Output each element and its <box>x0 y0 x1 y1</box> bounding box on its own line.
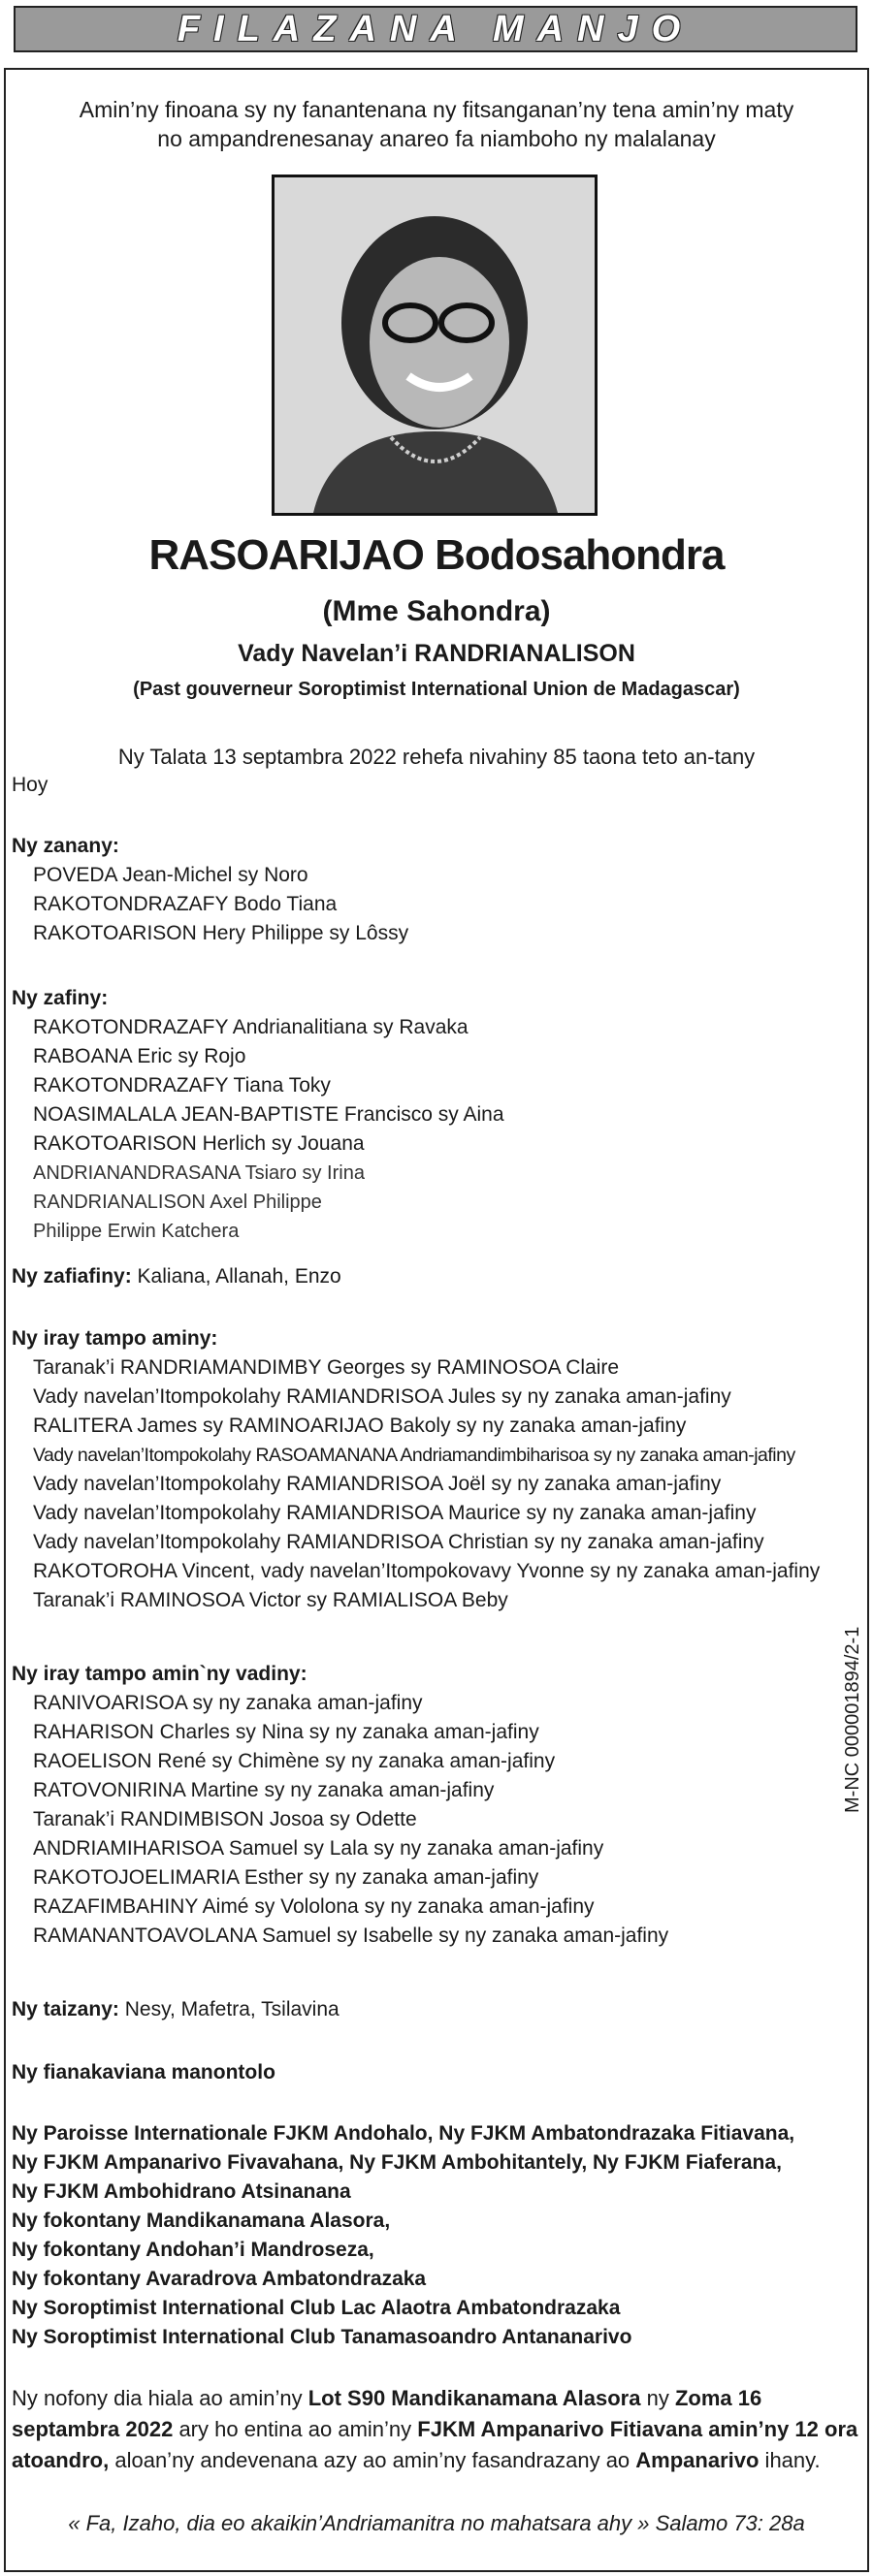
deceased-name: RASOARIJAO Bodosahondra <box>148 531 725 579</box>
list-item: Vady navelan’Itompokolahy RAMIANDRISOA Maurice sy ny zanaka aman-jafiny <box>33 1502 757 1524</box>
list-item: RATOVONIRINA Martine sy ny zanaka aman-jafiny <box>33 1779 495 1801</box>
zafiafiny-names: Kaliana, Allanah, Enzo <box>137 1265 341 1288</box>
spouse-prefix: Vady Navelan’i <box>238 640 408 667</box>
fianakaviana-heading: Ny fianakaviana manontolo <box>12 2061 275 2083</box>
list-item: RALITERA James sy RAMINOARIJAO Bakoly sy ny zanaka aman-jafiny <box>33 1415 687 1437</box>
list-item: RAMANANTOAVOLANA Samuel sy Isabelle sy ny zanaka aman-jafiny <box>33 1924 669 1947</box>
list-item: RAKOTONDRAZAFY Tiana Toky <box>33 1074 331 1097</box>
taizany-heading: Ny taizany: <box>12 1998 119 2020</box>
tampo-aminy-heading: Ny iray tampo aminy: <box>12 1327 218 1350</box>
taizany-names: Nesy, Mafetra, Tsilavina <box>124 1998 340 2020</box>
reference-code: M-NC 000001894/2-1 <box>842 1626 863 1813</box>
spouse-line <box>0 640 873 668</box>
section-tampo-vadiny <box>12 1660 668 1951</box>
institution-line: Ny fokontany Mandikanamana Alasora, <box>12 2210 391 2232</box>
institution-line: Ny Soroptimist International Club Lac Alaotra Ambatondrazaka <box>12 2297 621 2319</box>
list-item: RAKOTOARISON Herlich sy Jouana <box>33 1132 365 1155</box>
zafiafiny-heading: Ny zafiafiny: <box>12 1265 132 1288</box>
list-item: Taranak’i RANDRIAMANDIMBY Georges sy RAMINOSOA Claire <box>33 1356 620 1379</box>
institution-line: Ny fokontany Andohan’i Mandroseza, <box>12 2239 374 2261</box>
spouse-role: (Past gouverneur Soroptimist International Union de Madagascar) <box>133 679 740 700</box>
closing-text: aloan’ny andevenana azy ao amin’ny fasandrazany ao <box>109 2448 636 2472</box>
intro-line-2: no ampandrenesanay anareo fa niamboho ny malalanay <box>157 126 716 151</box>
hoy-label: Hoy <box>12 774 48 796</box>
list-item: RAKOTONDRAZAFY Andrianalitiana sy Ravaka <box>33 1016 469 1038</box>
list-item: RAKOTOARISON Hery Philippe sy Lôssy <box>33 922 409 944</box>
list-item: RAKOTOJOELIMARIA Esther sy ny zanaka aman-jafiny <box>33 1866 539 1889</box>
list-item: Taranak’i RANDIMBISON Josoa sy Odette <box>33 1808 417 1830</box>
list-item: NOASIMALALA JEAN-BAPTISTE Francisco sy Aina <box>33 1103 504 1126</box>
section-institutions <box>12 2119 794 2352</box>
institution-line: Ny fokontany Avaradrova Ambatondrazaka <box>12 2268 427 2290</box>
spouse-name: RANDRIANALISON <box>414 640 635 667</box>
list-item: RAZAFIMBAHINY Aimé sy Vololona sy ny zanaka aman-jafiny <box>33 1895 595 1918</box>
section-zafiafiny <box>12 1262 341 1291</box>
list-item: RAOELISON René sy Chimène sy ny zanaka aman-jafiny <box>33 1750 556 1772</box>
list-item: Taranak’i RAMINOSOA Victor sy RAMIALISOA Beby <box>33 1589 508 1611</box>
header-title: FILAZANA MANJO <box>177 8 695 49</box>
list-item: Vady navelan’Itompokolahy RASOAMANANA Andriamandimbiharisoa sy ny zanaka aman-jafiny <box>33 1445 795 1466</box>
section-taizany <box>12 1995 340 2024</box>
list-item: ANDRIAMIHARISOA Samuel sy Lala sy ny zanaka aman-jafiny <box>33 1837 604 1860</box>
list-item: RANIVOARISOA sy ny zanaka aman-jafiny <box>33 1692 423 1714</box>
institution-line: Ny FJKM Ampanarivo Fivavahana, Ny FJKM Ambohitantely, Ny FJKM Fiaferana, <box>12 2151 782 2174</box>
portrait-photo <box>272 175 598 516</box>
section-tampo-aminy <box>12 1324 820 1615</box>
list-item: RAKOTONDRAZAFY Bodo Tiana <box>33 893 338 915</box>
intro-line-1: Amin’ny finoana sy ny fanantenana ny fitsanganan’ny tena amin’ny maty <box>79 97 794 122</box>
list-item: RABOANA Eric sy Rojo <box>33 1045 246 1067</box>
section-zanany <box>12 832 408 948</box>
section-fianakaviana <box>12 2058 275 2087</box>
zafiny-heading: Ny zafiny: <box>12 987 109 1009</box>
list-item: RANDRIANALISON Axel Philippe <box>33 1192 322 1213</box>
closing-text: ary ho entina ao amin’ny <box>173 2417 418 2441</box>
closing-location: Lot S90 Mandikanamana Alasora <box>307 2386 641 2410</box>
list-item: RAHARISON Charles sy Nina sy ny zanaka aman-jafiny <box>33 1721 539 1743</box>
list-item: Philippe Erwin Katchera <box>33 1221 240 1242</box>
institution-line: Ny Soroptimist International Club Tanamasoandro Antananarivo <box>12 2326 632 2348</box>
closing-text: ny <box>640 2386 675 2410</box>
list-item: Vady navelan’Itompokolahy RAMIANDRISOA Jules sy ny zanaka aman-jafiny <box>33 1385 731 1408</box>
list-item: POVEDA Jean-Michel sy Noro <box>33 864 308 886</box>
institution-line: Ny Paroisse Internationale FJKM Andohalo, Ny FJKM Ambatondrazaka Fitiavana, <box>12 2122 795 2145</box>
list-item: Vady navelan’Itompokolahy RAMIANDRISOA Christian sy ny zanaka aman-jafiny <box>33 1531 764 1553</box>
zanany-heading: Ny zanany: <box>12 835 119 857</box>
bible-quote: « Fa, Izaho, dia eo akaikin’Andriamanitra no mahatsara ahy » Salamo 73: 28a <box>68 2511 805 2535</box>
death-notice: Ny Talata 13 septambra 2022 rehefa nivahiny 85 taona teto an-tany <box>117 745 756 769</box>
tampo-vadiny-heading: Ny iray tampo amin`ny vadiny: <box>12 1663 307 1685</box>
portrait-illustration <box>275 177 595 513</box>
institution-line: Ny FJKM Ambohidrano Atsinanana <box>12 2180 351 2203</box>
list-item: RAKOTOROHA Vincent, vady navelan’Itompokovavy Yvonne sy ny zanaka aman-jafiny <box>33 1560 821 1582</box>
closing-text: ihany. <box>759 2448 821 2472</box>
closing-church: FJKM Ampanarivo Fitiavana amin’ny 12 ora atoandro, <box>12 2417 858 2472</box>
closing-text: Ny nofony dia hiala ao amin’ny <box>12 2386 308 2410</box>
closing-paragraph <box>12 2383 861 2476</box>
notice-header <box>14 6 857 52</box>
closing-date: Zoma 16 septambra 2022 <box>12 2386 762 2441</box>
section-zafiny <box>12 984 504 1246</box>
deceased-nickname: (Mme Sahondra) <box>322 595 551 627</box>
list-item: ANDRIANANDRASANA Tsiaro sy Irina <box>33 1162 365 1184</box>
list-item: Vady navelan’Itompokolahy RAMIANDRISOA Joël sy ny zanaka aman-jafiny <box>33 1473 722 1495</box>
closing-burial-place: Ampanarivo <box>635 2448 760 2472</box>
